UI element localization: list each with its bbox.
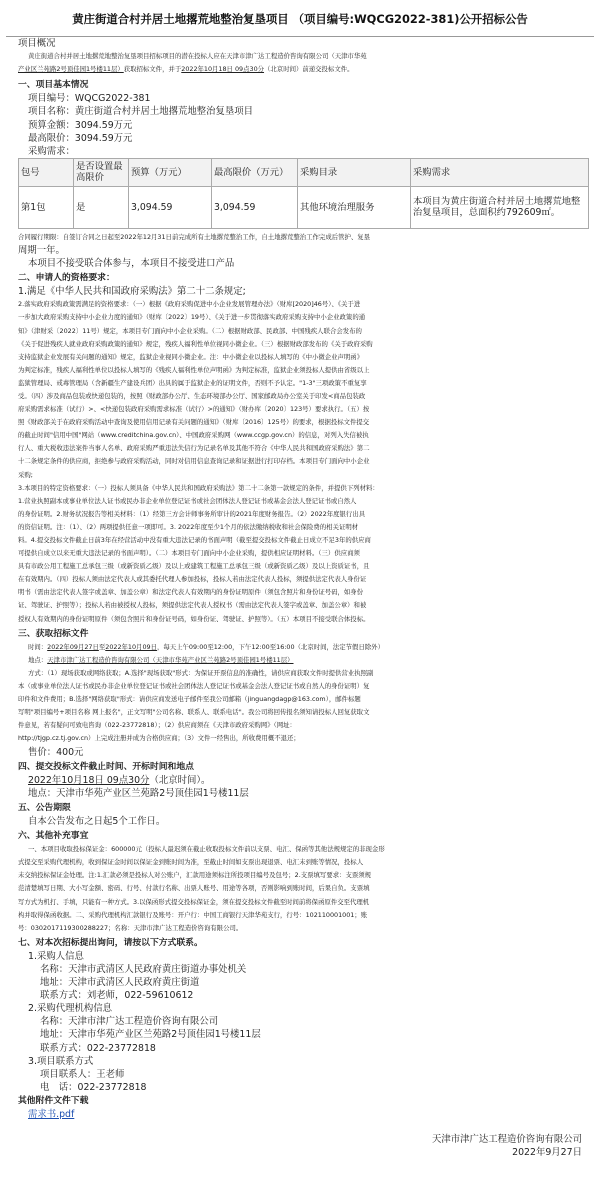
bid-place-value: 天津市华苑产业区兰苑路2号顶佳园1号楼11层	[56, 787, 249, 799]
obtain-place	[6, 654, 594, 667]
obtain-time	[6, 641, 594, 654]
signature-date: 2022年9月27日	[512, 1147, 582, 1159]
section-6-heading: 六、其他补充事宜	[18, 831, 89, 842]
cell-max-price: 3,094.59	[212, 186, 298, 228]
cell-budget: 3,094.59	[129, 186, 212, 228]
project-name-label: 项目名称：	[28, 106, 75, 118]
text-line: 范清楚填写日期、大小写金额、密码、行号、付款行名称、出票人账号、用途等各项，否则影响到账时间，后果自负。支票填	[18, 884, 370, 893]
project-contact-title: 3.项目联系方式	[28, 1055, 94, 1067]
col-package: 包号	[19, 158, 74, 186]
qualification-1: 1.满足《中华人民共和国政府采购法》第二十二条规定;	[18, 286, 246, 298]
text-line: 具有市政公用工程施工总承包三级（或新资质乙级）及以上或建筑工程施工总承包三级（或新资质乙级）及以上资质证书，且	[18, 562, 370, 571]
agency-contact: 联系方式：022-23772818	[40, 1042, 156, 1054]
text-line: 在有效期内。（四）投标人须由法定代表人或其委托代理人参加投标，投标人若由法定代表人投标，须提供法定代表人身份证	[18, 575, 367, 584]
text-line: 采购;	[18, 470, 33, 479]
bid-deadline-date: 2022年10月18日 09点30分	[28, 774, 150, 786]
text-line: 料。4.提交投标文件截止日前3年在经营活动中没有重大违法记录的书面声明（截至提交投标文件截止日成立不足3年的供应商	[18, 536, 371, 544]
text-line: 《关于促进残疾人就业政府采购政策的通知》规定，残疾人福利性单位视同小微企业。（三）根据财政部发布的《关于政府采购	[18, 339, 373, 348]
overview-tail: （北京时间）前递交投标文件。	[264, 65, 354, 74]
text-line: 1.营业执照副本或事业单位法人证书或民办非企业单位登记证书或社会团体法人登记证书或基金会法人登记证书或自然人	[18, 496, 357, 505]
obtain-time-label: 时间：	[28, 642, 48, 651]
contract-period-line-1: 合同履行期限：自签订合同之日起至2022年12月31日前完成所有土地撂荒整治工作，自土地撂荒整治工作完成后管护、复垦	[18, 232, 371, 241]
text-line: 印件和文件费用；B.选择"网络获取"形式：请供应商发送电子邮件至我公司邮箱（jinguangdagp@163.com），邮件标题	[18, 695, 361, 704]
section-7-heading: 七、对本次招标提出询问，请按以下方式联系。	[18, 937, 203, 948]
supplementary-matters	[6, 843, 594, 935]
text-line: 写明"项目编号+项目名称 网上报名"，正文写明"公司名称、联系人、联系电话"。我公司将回传报名须知请投标人回复获取文	[18, 708, 370, 717]
purchaser-address: 地址：天津市武清区人民政府黄庄街道	[40, 977, 200, 989]
deadline-date: 2022年10月18日 09点30分	[181, 65, 265, 74]
project-contact-phone: 电 话：022-23772818	[40, 1081, 147, 1093]
budget-row	[6, 119, 594, 132]
package-table-header	[19, 158, 589, 186]
col-has-max-price: 是否设置最高限价	[74, 158, 129, 186]
cell-catalog: 其他环境治理服务	[298, 186, 411, 228]
text-line: 受。（四）涉及商品包装或快递包装的，按照《财政部办公厅、生态环境部办公厅、国家邮政局办公室关于印发<商品包装政	[18, 391, 366, 400]
text-line: 未交纳投标保证金处理。注:1.汇款必须是投标人对公账户，汇款用途须标注所投项目编号及包号；2.支票填写要求：支票须规	[18, 871, 372, 880]
doc-price-value: 400元	[56, 746, 84, 758]
agency-title: 2.采购代理机构信息	[28, 1003, 112, 1015]
section-5-heading: 五、公告期限	[18, 802, 71, 813]
text-line: 2.落实政府采购政策需满足的资格要求：（一）根据《政府采购促进中小企业发展管理办法》（财库[2020]46号）、《关于进	[18, 300, 361, 309]
qualification-2	[6, 298, 594, 481]
bid-deadline-tail: （北京时间）。	[149, 774, 211, 786]
agency-address: 地址：天津市华苑产业区兰苑路2号顶佳园1号楼11层	[40, 1029, 261, 1041]
text-line: 监狱管理局、戒毒管理局（含新疆生产建设兵团）出具的属于监狱企业的证明文件，否则不予认定。"1-3"三项政策不重复享	[18, 378, 367, 387]
text-line: 件意见，若有疑问可致电咨询（022-23772818）；（2）供应商须在《天津市政府采购网》（网址：	[18, 721, 296, 730]
cell-requirement: 本项目为黄庄街道合村并居土地撂荒地整治复垦项目，总面积约792609㎡。	[411, 186, 589, 228]
overview-text: 获取招标文件，并于	[123, 65, 182, 74]
cell-package: 第1包	[19, 186, 74, 228]
col-budget: 预算（万元）	[129, 158, 212, 186]
text-line: 方式：（1）现场获取或网络获取；A.选择"现场获取"形式：为保证开票信息的准确性，请供应商获取文件时提供营业执照副	[28, 668, 374, 677]
budget-amount: 3094.59万元	[74, 119, 133, 131]
consortium-note: 本项目不接受联合体参与，本项目不接受进口产品	[28, 258, 235, 270]
text-line: 十二条规定条件的供应商，拒绝参与政府采购活动，同时对信用信息查询记录和证据进行打印存档。本项目专门面向中小企业	[18, 457, 370, 466]
project-name: 黄庄街道合村并居土地撂荒地整治复垦项目	[74, 106, 254, 118]
doc-price	[6, 746, 594, 759]
attachments-heading: 其他附件文件下载	[18, 1095, 89, 1106]
text-line: 授权人有效期内的身份证明原件（须包含照片和身份证号码，如身份证、驾驶证、护照等）。（五）本项目不接受联合体投标。	[18, 614, 370, 623]
doc-location: 产业区兰苑路2号顶佳园1号楼11层）	[18, 65, 124, 74]
obtain-place-label: 地点：	[28, 655, 48, 664]
bid-place	[6, 787, 594, 800]
obtain-place-value: 天津市津广达工程造价咨询有限公司（天津市华苑产业区兰苑路2号顶佳园1号楼11层）	[47, 655, 294, 664]
obtain-time-to: 至	[98, 642, 106, 651]
text-line: 证、驾驶证、护照等）；投标人若由被授权人投标，须提供法定代表人授权书（需由法定代表人签字或盖章、加盖公章）和被	[18, 601, 367, 610]
section-2-heading: 二、申请人的资格要求：	[18, 273, 115, 284]
text-line: 号：0302017119300288227；名称：天津市津广达工程造价咨询有限公司。	[18, 923, 243, 932]
package-table	[18, 158, 589, 229]
project-code: WQCG2022-381	[74, 93, 151, 105]
overview-line-2	[6, 63, 594, 76]
text-line: 照《财政部关于在政府采购活动中查询及使用信用记录有关问题的通知》（财库〔2016〕125号）的要求，根据投标文件提交	[18, 418, 370, 427]
col-requirement: 采购需求	[411, 158, 589, 186]
overview-heading: 项目概况	[18, 38, 56, 49]
col-max-price: 最高限价（万元）	[212, 158, 298, 186]
text-line: 式提交至采购代理机构，收到保证金时间以保证金到账时间为准，至截止时间如支票出现退票、电汇未到账等情况，投标人	[18, 858, 364, 867]
text-line: 行人、重大税收违法案件当事人名单、政府采购严重违法失信行为记录名单及其他不符合《中华人民共和国政府采购法》第二	[18, 444, 370, 453]
budget-label: 预算金额：	[28, 119, 75, 131]
project-contact-person: 项目联系人：王老师	[40, 1068, 125, 1080]
requirement-label: 采购需求：	[28, 145, 75, 157]
doc-price-label: 售价：	[28, 746, 57, 758]
project-code-row	[6, 92, 594, 105]
project-code-label: 项目编号：	[28, 93, 75, 105]
text-line: 本（或事业单位法人证书或民办非企业单位登记证书或社会团体法人登记证书或基金会法人登记证书或自然人的身份证明）复	[18, 682, 370, 691]
agency-name: 名称：天津市津广达工程造价咨询有限公司	[40, 1016, 219, 1028]
text-line: 的资信证明。注：（1）、（2）两项提供任意一项即可。3. 2022年度至少1个月的依法缴纳税收和社会保险费的相关证明材	[18, 522, 359, 531]
text-line: 3.本项目的特定资格要求：（一）投标人须具备《中华人民共和国政府采购法》第二十二条第一款规定的条件，并提供下列材料：	[18, 483, 379, 492]
purchaser-name: 名称：天津市武清区人民政府黄庄街道办事处机关	[40, 964, 247, 975]
contract-period-line-2: 周期一年。	[18, 244, 65, 256]
bid-place-label: 地点：	[28, 787, 57, 799]
section-3-heading: 三、获取招标文件	[18, 628, 89, 639]
signature-org: 天津市津广达工程造价咨询有限公司	[431, 1134, 582, 1146]
text-line: 知》（津财采〔2022〕11号）规定，本项目专门面向中小企业采购。（二）根据财政部、民政部、中国残疾人联合会发布的	[18, 326, 362, 335]
cell-has-max-price: 是	[74, 186, 129, 228]
text-line: 为判定标准，残疾人福利性单位以投标人填写的《残疾人福利性单位声明函》为判定标准，监狱企业须投标人提供由省级以上	[18, 365, 370, 374]
project-name-row	[6, 105, 594, 118]
section-1-heading: 一、项目基本情况	[18, 80, 89, 91]
text-line: 府采购需求标准（试行）>、<快递包装政府采购需求标准（试行）>的通知》（财办库〔2020〕123号）要求执行。（五）按	[18, 405, 370, 414]
attachment-item	[6, 1108, 594, 1121]
obtain-start-date: 2022年09月27日	[47, 642, 99, 651]
qualification-3	[6, 482, 594, 626]
obtain-method	[6, 667, 594, 746]
text-line: 可提供自成立以来无重大违法记录的书面声明）。（二）本项目专门面向中小企业采购，提供相应证明材料。（三）供应商须	[18, 549, 360, 558]
text-line: 一步加大政府采购支持中小企业力度的通知》（财库〔2022〕19号）、《关于进一步贯彻落实政府采购支持中小企业政策的通	[18, 313, 366, 322]
text-line: 构并取得保函收据。二、采购代理机构汇款银行及账号：开户行：中国工商银行天津华苑支行，行号：102110001001；账	[18, 910, 368, 919]
overview-line-1: 黄庄街道合村并居土地撂荒地整治复垦项目招标项目的潜在投标人应在天津市津广达工程造价咨询有限公司（天津市华苑	[28, 52, 367, 61]
text-line: 的身份证明。2.财务状况报告等相关材料：（1）经第三方会计师事务所审计的2021年度财务报告。（2）2022年度银行出具	[18, 509, 366, 518]
text-line: 一、本项目收取投标保证金：600000元（投标人最迟须在截止收取投标文件前以支票、电汇、保函等其他法规规定的非现金形	[28, 845, 385, 854]
text-line: 明书（需由法定代表人签字或盖章、加盖公章）和法定代表人有效期内的身份证明原件（须包含照片和身份证号码，如身份	[18, 588, 364, 597]
attachment-link-requirement-pdf[interactable]: 需求书.pdf	[28, 1109, 75, 1121]
text-line: 的截止时间"信用中国"网站（www.creditchina.gov.cn）、中国政府采购网（www.ccgp.gov.cn）的信息，对列入失信被执	[18, 431, 369, 440]
notice-period: 自本公告发布之日起5个工作日。	[28, 815, 166, 827]
section-4-heading: 四、提交投标文件截止时间、开标时间和地点	[18, 761, 194, 772]
max-price-amount: 3094.59万元	[74, 132, 133, 144]
table-row	[19, 186, 589, 228]
text-line: 支持监狱企业发展有关问题的通知》规定，监狱企业视同小微企业。注：中小微企业以投标人填写的《中小微企业声明函》	[18, 352, 364, 361]
purchaser-contact: 联系方式：刘老师，022-59610612	[40, 990, 194, 1002]
max-price-row	[6, 132, 594, 145]
max-price-label: 最高限价：	[28, 132, 75, 144]
obtain-end-date: 2022年10月09日	[105, 642, 157, 651]
text-line: 写方式为机打、手填，只能有一种方式。3.以保函形式提交投标保证金，须在提交投标文件截至时间前将保函原件交至代理机	[18, 897, 370, 906]
purchaser-title: 1.采购人信息	[28, 950, 84, 962]
col-catalog: 采购目录	[298, 158, 411, 186]
page-title: 黄庄街道合村并居土地撂荒地整治复垦项目 （项目编号:WQCG2022-381)公开招标公告	[72, 12, 528, 26]
bid-deadline	[6, 774, 594, 787]
text-line: http://tjgp.cz.tj.gov.cn）上完成注册并成为合格供应商；（3）文件一经售出，所收费用概不退还；	[18, 734, 300, 743]
obtain-time-rest: ，每天上午09:00至12:00，下午12:00至16:00（北京时间，法定节假日除外）	[156, 642, 385, 651]
